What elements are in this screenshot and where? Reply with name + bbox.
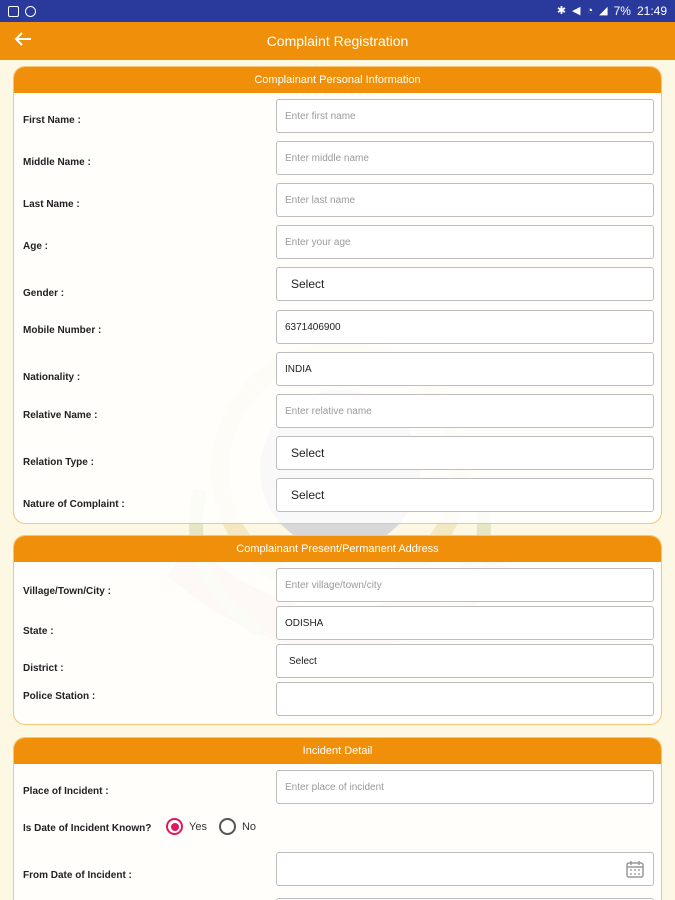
- signal-icon: ◢: [599, 4, 608, 17]
- no-label: No: [241, 820, 257, 833]
- app-bar: [0, 22, 675, 60]
- personal-info-header: Complainant Personal Information: [14, 67, 661, 93]
- date-known-no-radio[interactable]: [219, 818, 256, 835]
- last-name-input[interactable]: [276, 183, 654, 217]
- first-name-input[interactable]: [276, 99, 654, 133]
- battery-level: 7%: [613, 4, 631, 18]
- last-name-label: Last Name :: [23, 199, 80, 210]
- incident-header: Incident Detail: [14, 738, 661, 764]
- incident-card: [13, 737, 662, 900]
- middle-name-label: Middle Name :: [23, 157, 91, 168]
- date-known-radio-group: [166, 818, 256, 835]
- relation-type-label: Relation Type :: [23, 457, 94, 468]
- wifi-icon: ◔: [586, 4, 594, 17]
- nature-of-complaint-select[interactable]: Select: [276, 478, 654, 512]
- mobile-number-input[interactable]: [276, 310, 654, 344]
- nationality-input[interactable]: [276, 352, 654, 386]
- gender-label: Gender :: [23, 288, 65, 299]
- back-arrow-icon[interactable]: [10, 28, 36, 54]
- clock: 21:49: [636, 4, 667, 18]
- calendar-icon[interactable]: [625, 859, 645, 879]
- relative-name-input[interactable]: [276, 394, 654, 428]
- middle-name-input[interactable]: [276, 141, 654, 175]
- personal-info-card: [13, 66, 662, 524]
- first-name-label: First Name :: [23, 115, 81, 126]
- district-select[interactable]: Select: [276, 644, 654, 678]
- mobile-number-label: Mobile Number :: [23, 325, 102, 336]
- nature-of-complaint-label: Nature of Complaint :: [23, 499, 125, 510]
- address-header: Complainant Present/Permanent Address: [14, 536, 661, 562]
- radio-unselected-icon: [219, 818, 236, 835]
- relation-type-select[interactable]: Select: [276, 436, 654, 470]
- age-label: Age :: [23, 241, 48, 252]
- state-input[interactable]: [276, 606, 654, 640]
- place-of-incident-input[interactable]: [276, 770, 654, 804]
- gender-select[interactable]: Select: [276, 267, 654, 301]
- police-station-select[interactable]: [276, 682, 654, 716]
- nationality-label: Nationality :: [23, 372, 81, 383]
- from-date-field[interactable]: [276, 852, 654, 886]
- district-label: District :: [23, 663, 64, 674]
- from-date-label: From Date of Incident :: [23, 870, 132, 881]
- state-label: State :: [23, 626, 54, 637]
- address-card: [13, 535, 662, 725]
- mute-icon: ◀: [572, 4, 581, 17]
- date-known-yes-radio[interactable]: [166, 818, 207, 835]
- place-of-incident-label: Place of Incident :: [23, 786, 109, 797]
- police-station-label: Police Station :: [23, 691, 96, 702]
- date-known-label: Is Date of Incident Known?: [23, 823, 152, 834]
- image-notification-icon: [8, 6, 19, 17]
- status-bar: [0, 0, 675, 22]
- village-label: Village/Town/City :: [23, 586, 111, 597]
- yes-label: Yes: [189, 820, 207, 833]
- bluetooth-icon: ✱: [556, 4, 567, 17]
- age-input[interactable]: [276, 225, 654, 259]
- radio-selected-icon: [166, 818, 183, 835]
- village-input[interactable]: [276, 568, 654, 602]
- relative-name-label: Relative Name :: [23, 410, 98, 421]
- page-title: Complaint Registration: [266, 33, 409, 49]
- app-notification-icon: [25, 6, 36, 17]
